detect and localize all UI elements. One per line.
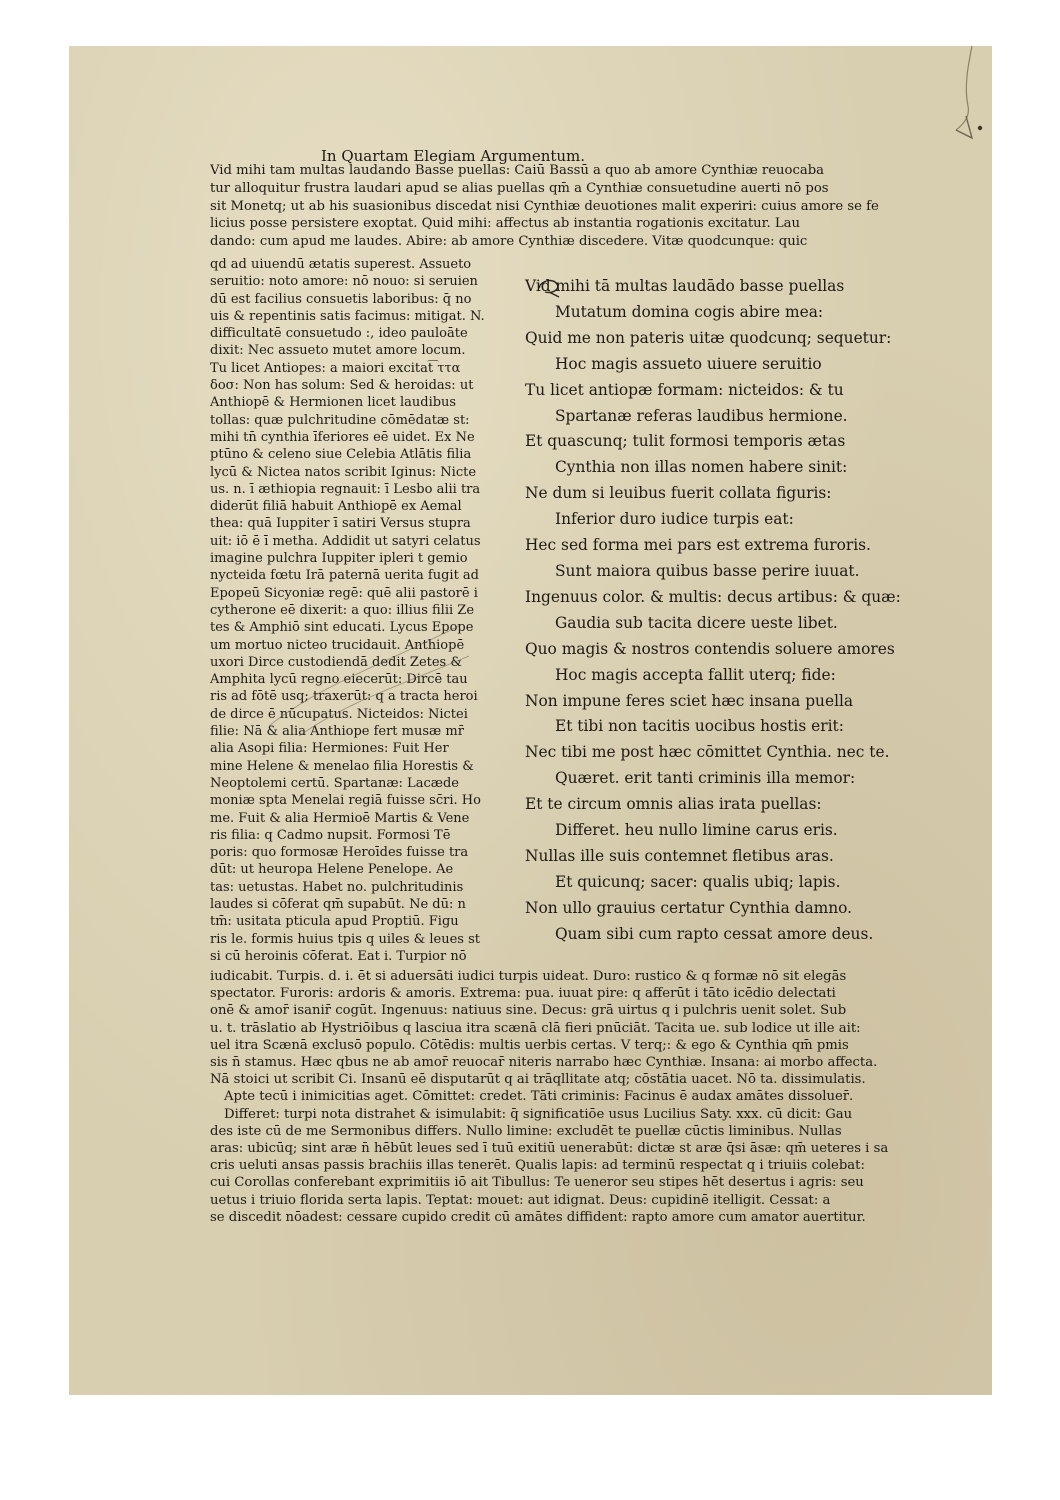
poem-verse: Vid mihi tā multas laudādo basse puellas bbox=[525, 277, 845, 295]
poem-verse: Spartanæ referas laudibus hermione. bbox=[555, 406, 848, 425]
commentary-line: Tu licet Antiopes: a maiori excitat͡ ττα bbox=[210, 360, 461, 376]
commentary-line: mine Helene & menelao filia Horestis & bbox=[210, 758, 474, 774]
commentary-line: uxori Dirce custodiendā dedit Zetes & bbox=[210, 654, 462, 670]
commentary-line: lycū & Nictea natos scribit Iginus: Nicte bbox=[210, 464, 477, 480]
poem-verse: Nec tibi me post hæc cōmittet Cynthia. nec te. bbox=[525, 743, 890, 762]
commentary-bottom-line: des iste cū de me Sermonibus differs. Nullo limine: excludēt te puellæ cūctis liminibus. Nullas bbox=[210, 1123, 842, 1139]
intro-line: tur alloquitur frustra laudari apud se alias puellas qm̄ a Cynthiæ consuetudine auerti nō pos bbox=[210, 180, 829, 196]
intro-line: sit Monetq; ut ab his suasionibus discedat nisi Cynthiæ deuotiones malit experiri: cuius amore se fe bbox=[210, 198, 879, 214]
commentary-line: imagine pulchra Iuppiter ipleri t gemio bbox=[210, 551, 468, 567]
poem-verse: Et te circum omnis alias irata puellas: bbox=[525, 795, 822, 814]
poem-verse: Hec sed forma mei pars est extrema furoris. bbox=[525, 536, 871, 555]
elegy-poem bbox=[525, 274, 965, 948]
commentary-continuation bbox=[210, 968, 922, 1226]
marginal-flourish bbox=[259, 606, 479, 746]
commentary-bottom-line: spectator. Furoris: ardoris & amoris. Extrema: pua. iuuat pire: q afferūt i tāto icēdio delectati bbox=[210, 986, 836, 1002]
commentary-bottom-line: Apte tecū i inimicitias aget. Cōmittet: credet. Tāti criminis: Facinus ē audax amātes dissoluer̄. bbox=[224, 1089, 854, 1105]
commentary-line: poris: quo formosæ Heroīdes fuisse tra bbox=[210, 845, 469, 861]
poem-verse: Differet. heu nullo limine carus eris. bbox=[555, 821, 838, 840]
commentary-line: me. Fuit & alia Hermioē Martis & Vene bbox=[210, 810, 470, 826]
commentary-line: si cū heroinis cōferat̄. Eat i. Turpior nō bbox=[210, 948, 467, 964]
commentary-bottom-line: iudicabit. Turpis. d. i. ēt si aduersāti iudici turpis uideat. Duro: rustico & q formæ nō sit elegās bbox=[210, 969, 847, 984]
commentary-line: uis & repentinis satis facimus: mitigat. N. bbox=[210, 308, 485, 324]
commentary-line: diderūt filiā habuit Anthiopē ex Aemal bbox=[210, 499, 462, 515]
commentary-line: filie: Nā & alia Anthiope fert̄ musæ mr̄ bbox=[210, 724, 464, 740]
poem-verse: Et quicunq; sacer: qualis ubiq; lapis. bbox=[555, 872, 841, 891]
poem-verse: Non ullo grauius certatur Cynthia damno. bbox=[525, 898, 853, 917]
intro-line: Vid mihi tam multas laudando Basse puellas: Caiū Bassū a quo ab amore Cynthiæ reuocaba bbox=[210, 163, 825, 178]
intro-line: dando: cum apud me laudes. Abire: ab amore Cynthiæ discedere. Vitæ quodcunque: quic bbox=[210, 234, 808, 250]
poem-verse: Hoc magis assueto uiuere seruitio bbox=[555, 354, 822, 373]
commentary-bottom-line: se discedit nōadest: cessare cupido credit̄ cū amātes diffident: rapto amore cum amator auertitur. bbox=[210, 1209, 866, 1225]
poem-verse: Tu licet antiopæ formam: nicteidos: & tu bbox=[525, 380, 844, 399]
commentary-line: Anthiopē & Hermionen licet laudibus bbox=[210, 395, 457, 411]
commentary-line: Amphita lycū regno eiecerūt: Dircē tau bbox=[210, 672, 468, 688]
commentary-line: ris le. formis huius tpis q uiles & leues st̄ bbox=[210, 931, 480, 947]
poem-verse: Et tibi non tacitis uocibus hostis erit: bbox=[555, 717, 844, 736]
commentary-line: dixit: Nec assueto mutet amore locum. bbox=[210, 343, 466, 359]
poem-verse: Nullas ille suis contemnet fletibus aras. bbox=[525, 846, 834, 865]
poem-verse: Et quascunq; tulit formosi temporis ætas bbox=[525, 432, 846, 451]
commentary-bottom-line: Nā stoici ut scribit Ci. Insanū eē disputarūt q ai trāqllitate atq; cōstātia uacet. Nō ta. dissimulatis. bbox=[210, 1072, 866, 1088]
poem-verse: Cynthia non illas nomen habere sinit: bbox=[555, 458, 848, 477]
poem-verse: Quo magis & nostros contendis soluere amores bbox=[525, 639, 895, 658]
commentary-line: alia Asopi filia: Hermiones: Fuit Her bbox=[210, 741, 449, 757]
commentary-line: ptūno & celeno siue Celebia Atlātis filia bbox=[210, 447, 472, 463]
manuscript-page bbox=[69, 46, 992, 1395]
commentary-line: ris filia: q Cadmo nupsit. Formosi Tē bbox=[210, 827, 451, 843]
commentary-bottom-line: sis n̄ stamus. Hæc qbus ne ab amor̄ reuocar̄ niteris narrabo hæc Cynthiæ. Insana: ai morbo affecta. bbox=[210, 1055, 878, 1071]
commentary-line: nycteida fœtu Irā paternā uerita fugit ad bbox=[210, 568, 480, 584]
commentary-line: de dirce ē nūcupatus. Nicteidos: Nictei bbox=[210, 706, 468, 722]
commentary-bottom-line: aras: ubicūq; sint aræ n̄ hēbūt leues sed ī tuū exitiū uenerabūt: dictæ st̄ aræ q̄si āsæ: qm̄ ueteres i sa bbox=[210, 1141, 889, 1157]
commentary-line: us. n. ī æthiopia regnauit: ī Lesbo alii tra bbox=[210, 481, 481, 497]
commentary-bottom-line: cris ueluti ansas passis brachiis illas tenerēt. Qualis lapis: ad terminū respectat q i triuiis colebat̄: bbox=[210, 1158, 865, 1174]
commentary-bottom-line: cui Corollas conferebant exprimitiis iō ait Tibullus: Te ueneror seu stipes hēt desertus i agris: seu bbox=[210, 1175, 864, 1191]
commentary-line: seruitio: noto amore: nō nouo: si seruien bbox=[210, 274, 478, 290]
commentary-line: difficultatē consuetudo :, ideo pauloāte bbox=[210, 326, 468, 342]
poem-verse: Sunt maiora quibus basse perire iuuat. bbox=[555, 561, 860, 580]
commentary-line: um mortuo nicteo trucidauit. Anthiopē bbox=[210, 637, 465, 653]
poem-verse: Ne dum si leuibus fuerit collata figuris: bbox=[525, 484, 832, 503]
poem-verse: Inferior duro iudice turpis eat: bbox=[555, 510, 794, 529]
argument-intro bbox=[210, 162, 922, 251]
commentary-bottom-line: Differet: turpi nota distrahet & isimulabit: q̄ significatiōe usus Lucilius Saty. xxx. cū dicit: Gau bbox=[224, 1106, 853, 1122]
commentary-bottom-line: uetus i triuio florida serta lapis. Teptat̄: mouet̄: aut idignat̄. Deus: cupidinē itelligit. Cessat: a bbox=[210, 1192, 831, 1208]
commentary-line: ris ad fōtē usq; traxerūt: q a tracta heroi bbox=[210, 689, 478, 705]
commentary-bottom-line: onē & amor̄ isanir̄ cogūt. Ingenuus: natiuus sine. Decus: grā uirtus q i pulchris uenit solet. Sub bbox=[210, 1003, 847, 1019]
commentary-line: Epopeū Sicyoniæ regē: quē alii pastorē i bbox=[210, 585, 478, 601]
commentary-line: thea: quā Iuppiter ī satiri Versus stupra bbox=[210, 516, 471, 532]
commentary-line: laudes si cōferat qm̄ supabūt. Ne dū: n bbox=[210, 896, 466, 912]
poem-verse: Quæret. erit tanti criminis illa memor: bbox=[555, 769, 856, 788]
commentary-line: δοσ: Non has solum: Sed & heroidas: ut bbox=[210, 378, 474, 394]
poem-verse: Hoc magis accepta fallit uterq; fide: bbox=[555, 665, 836, 684]
commentary-line: Neoptolemi certū. Spartanæ: Lacæde bbox=[210, 775, 459, 791]
commentary-line: tollas: quæ pulchritudine cōmēdatæ st̄: bbox=[210, 412, 470, 428]
commentary-line: tm̄: usitata pticula apud Proptiū. Figu bbox=[210, 914, 459, 930]
commentary-line: moniæ spta Menelai regiā fuisse sc̄ri. Ho bbox=[210, 793, 481, 809]
commentary-line: cytherone eē dixerit: a quo: illius filii Ze bbox=[210, 602, 475, 618]
commentary-line: uit: iō ē ī metha. Addidit ut satyri celatus bbox=[210, 533, 481, 549]
poem-verse: Ingenuus color. & multis: decus artibus: & quæ: bbox=[525, 587, 901, 606]
commentary-line: qd ad uiuendū ætatis superest. Assueto bbox=[210, 257, 472, 272]
elegy-heading: In Quartam Elegiam Argumentum. bbox=[321, 147, 586, 165]
commentary-line: dūt: ut heuropa Helene Penelope. Ae bbox=[210, 862, 454, 878]
commentary-bottom-line: u. t. trāslatio ab Hystriōibus q lasciua itra scænā clā fieri pnūciāt. Tacita ue. sub lodice ut ille ait: bbox=[210, 1020, 861, 1036]
poem-verse: Mutatum domina cogis abire mea: bbox=[555, 302, 824, 321]
commentary-line: tas: uetustas. Habet no. pulchritudinis bbox=[210, 879, 464, 895]
poem-verse: Quid me non pateris uitæ quodcunq; sequetur: bbox=[525, 328, 892, 347]
poem-verse: Gaudia sub tacita dicere ueste libet. bbox=[555, 613, 838, 632]
poem-verse: Quam sibi cum rapto cessat amore deus. bbox=[555, 924, 874, 943]
poem-verse: Non impune feres sciet hæc insana puella bbox=[525, 691, 854, 710]
commentary-line: tes & Amphiō sint educati. Lycus Epope bbox=[210, 620, 474, 636]
commentary-line: dū est facilius consuetis laboribus: q̄ no bbox=[210, 291, 472, 307]
page-fold-mark bbox=[942, 46, 986, 146]
intro-line: licius posse persistere exoptat. Quid mihi: affectus ab instantia rogationis excitatur. Lau bbox=[210, 216, 801, 232]
commentary-line: mihi tn̄ cynthia īferiores eē uidet̄. Ex Ne bbox=[210, 429, 475, 445]
commentary-bottom-line: uel itra Scænā exclusō populo. Cōtēdis: multis uerbis certas. V terq;: & ego & Cynthia qm̄ pmis bbox=[210, 1037, 849, 1053]
